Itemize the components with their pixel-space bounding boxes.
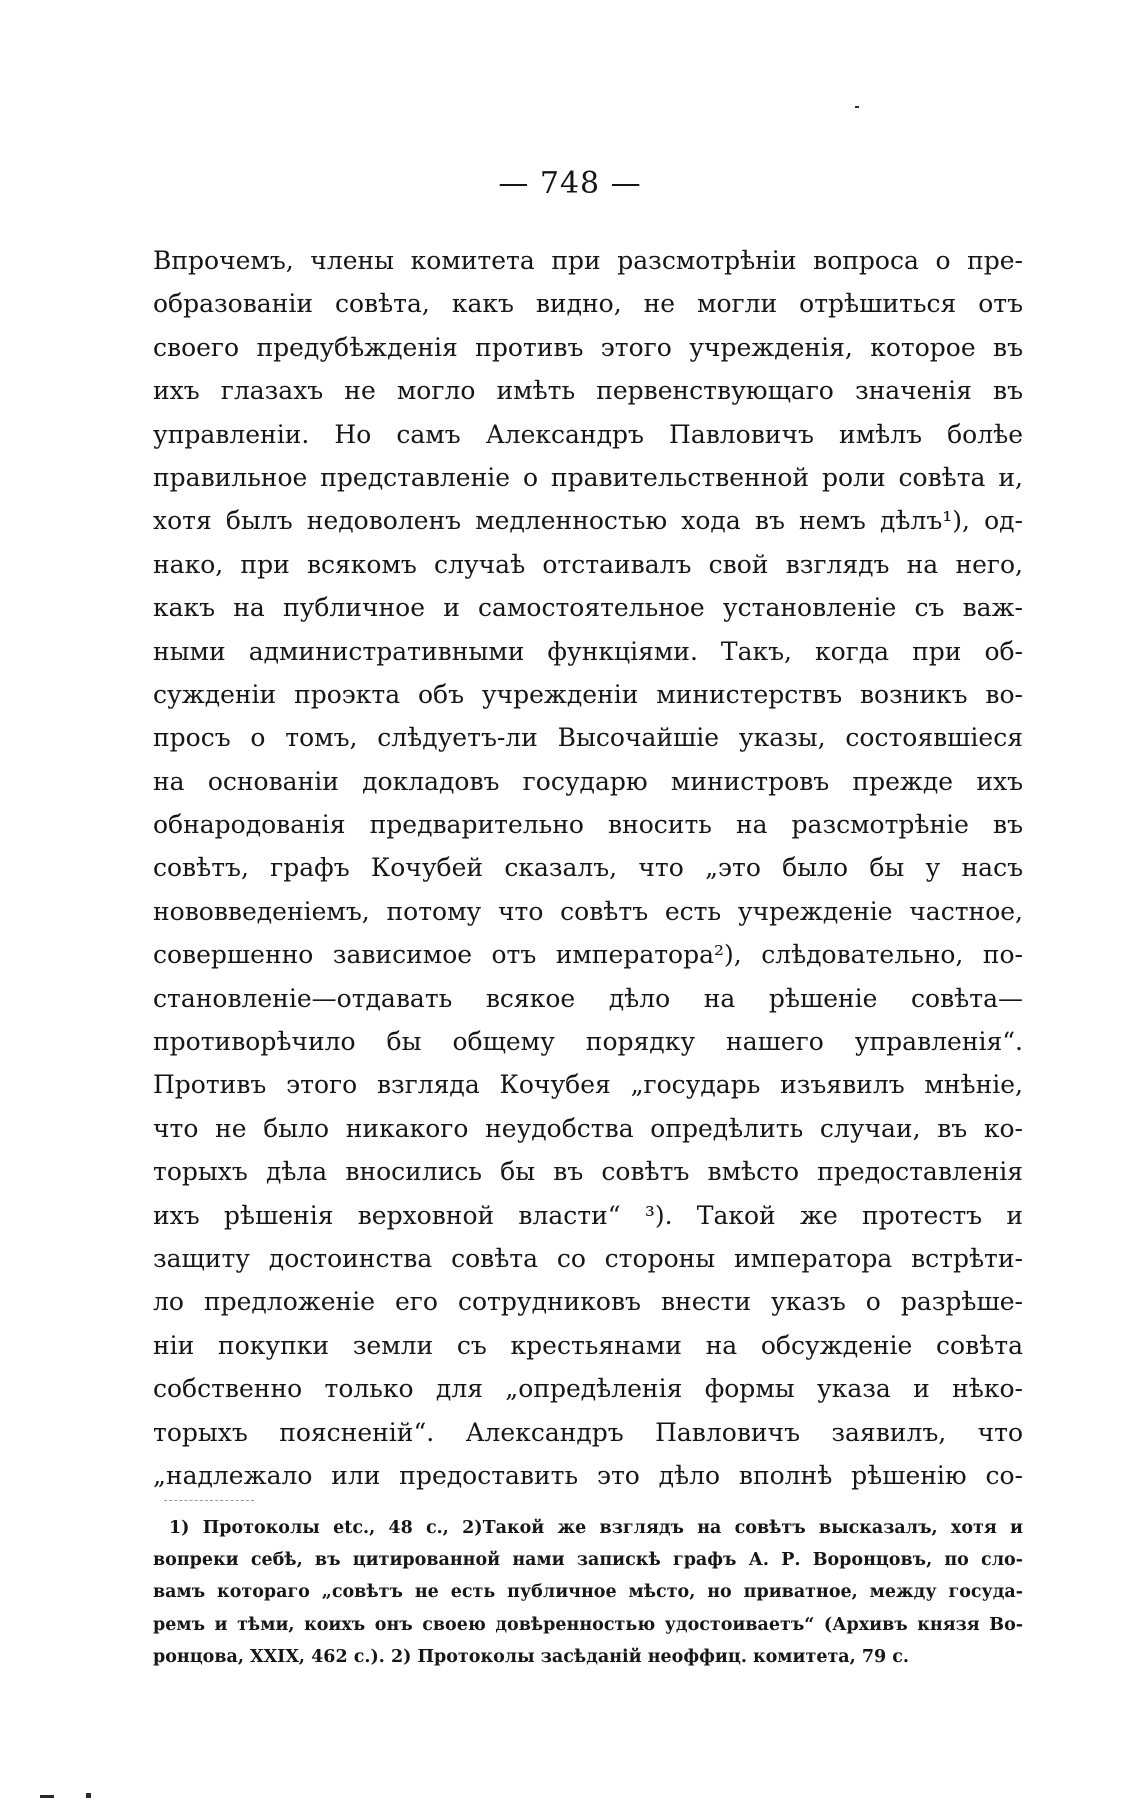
text-line: совершенно зависимое отъ императора²), слѣдовательно, по-	[153, 940, 1023, 970]
footnote-line: ронцова, XXIX, 462 с.). 2) Протоколы засѣданій неоффиц. комитета, 79 с.	[153, 1646, 910, 1667]
footnotes	[153, 1512, 1023, 1673]
text-line: какъ на публичное и самостоятельное установленіе съ важ-	[153, 593, 1023, 623]
text-line: образованіи совѣта, какъ видно, не могли отрѣшиться отъ	[153, 289, 1023, 319]
text-line: правильное представленіе о правительственной роли совѣта и,	[153, 462, 1023, 492]
text-line: ихъ рѣшенія верховной власти“ ³). Такой же протестъ и	[153, 1200, 1023, 1230]
text-line: своего предубѣжденія противъ этого учрежденія, которое въ	[153, 332, 1023, 362]
scan-speck	[855, 106, 859, 108]
text-line: ными административными функціями. Такъ, когда при об-	[153, 636, 1023, 666]
footnote-line: ремъ и тѣми, коихъ онъ своею довѣренностью удостоиваетъ“ (Архивъ князя Во-	[153, 1614, 1023, 1635]
text-line: Впрочемъ, члены комитета при разсмотрѣніи вопроса о пре-	[153, 246, 1023, 275]
text-line: управленіи. Но самъ Александръ Павловичъ имѣлъ болѣе	[153, 419, 1023, 449]
footnote-line: вопреки себѣ, въ цитированной нами запискѣ графъ А. Р. Воронцовъ, по сло-	[153, 1550, 1023, 1571]
text-line: сужденіи проэкта объ учрежденіи министерствъ возникъ во-	[153, 679, 1023, 709]
main-text	[153, 239, 1023, 1497]
footnote-separator	[164, 1500, 254, 1501]
text-line: что не было никакого неудобства опредѣлить случаи, въ ко-	[153, 1113, 1023, 1143]
text-line: Противъ этого взгляда Кочубея „государь изъявилъ мнѣніе,	[153, 1070, 1023, 1100]
text-line: торыхъ дѣла вносились бы въ совѣтъ вмѣсто предоставленія	[153, 1157, 1023, 1187]
text-line: нако, при всякомъ случаѣ отстаивалъ свой взглядъ на него,	[153, 549, 1023, 579]
page-number: — 748 —	[498, 166, 642, 201]
text-line: просъ о томъ, слѣдуетъ-ли Высочайшіе указы, состоявшіеся	[153, 723, 1023, 753]
scan-speck	[86, 1793, 91, 1798]
text-line: торыхъ поясненій“. Александръ Павловичъ заявилъ, что	[153, 1417, 1023, 1447]
text-line: становленіе—отдавать всякое дѣло на рѣшеніе совѣта—	[153, 983, 1023, 1013]
text-line: совѣтъ, графъ Кочубей сказалъ, что „это было бы у насъ	[153, 853, 1023, 883]
text-line: нововведеніемъ, потому что совѣтъ есть учрежденіе частное,	[153, 896, 1023, 926]
text-line: ніи покупки земли съ крестьянами на обсужденіе совѣта	[153, 1330, 1023, 1360]
text-line: собственно только для „опредѣленія формы указа и нѣко-	[153, 1374, 1023, 1404]
text-line: на основаніи докладовъ государю министровъ прежде ихъ	[153, 766, 1023, 796]
scan-speck	[40, 1795, 54, 1798]
text-line: хотя былъ недоволенъ медленностью хода въ немъ дѣлъ¹), од-	[153, 506, 1023, 536]
text-line: защиту достоинства совѣта со стороны императора встрѣти-	[153, 1243, 1023, 1273]
text-line: противорѣчило бы общему порядку нашего управленія“.	[153, 1027, 1023, 1057]
text-line: ихъ глазахъ не могло имѣть первенствующаго значенія въ	[153, 376, 1023, 406]
text-line: обнародованія предварительно вносить на разсмотрѣніе въ	[153, 810, 1023, 840]
footnote-line: 1) Протоколы etc., 48 с., 2)Такой же взглядъ на совѣтъ высказалъ, хотя и	[169, 1518, 1023, 1538]
footnote-line: вамъ котораго „совѣтъ не есть публичное мѣсто, но приватное, между госуда-	[153, 1582, 1023, 1603]
text-line: „надлежало или предоставить это дѣло вполнѣ рѣшенію со-	[153, 1460, 1023, 1490]
text-line: ло предложеніе его сотрудниковъ внести указъ о разрѣше-	[153, 1287, 1023, 1317]
